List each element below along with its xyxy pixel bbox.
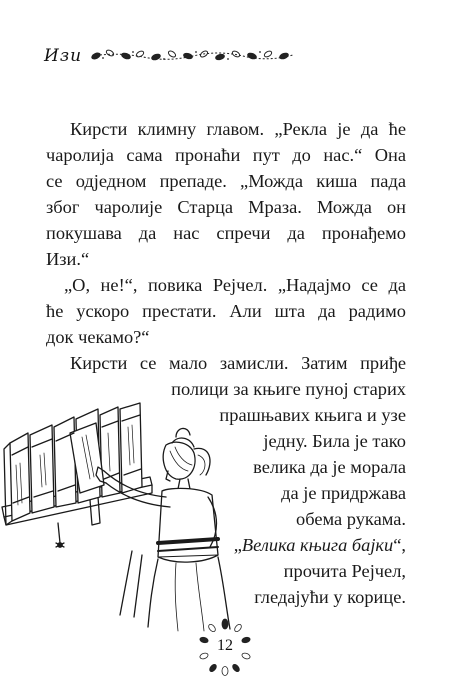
text-line: полици за књиге пуној старих: [171, 379, 406, 399]
text-line: се одједном препаде. „Можда киша пада: [46, 171, 406, 191]
text-line: једну. Била је тако: [263, 431, 406, 451]
text-line: Кирсти се мало замисли. Затим приђе: [70, 353, 406, 373]
quote-open: „: [233, 535, 242, 555]
text-line: покушава да нас спречи да пронађемо: [46, 223, 406, 243]
text-line: прочита Рејчел,: [283, 561, 406, 581]
girl-at-bookshelf-illustration: [0, 375, 260, 635]
book-title: Велика књига бајки: [241, 535, 394, 555]
running-head-title: Изи: [44, 46, 83, 66]
text-line: обема рукама.: [296, 509, 406, 529]
text-line: због чаролије Старца Мраза. Можда он: [46, 197, 406, 217]
page-number: 12: [217, 637, 233, 654]
quote-close: “,: [393, 535, 406, 555]
text-line: да је придржава: [281, 483, 406, 503]
text-line: чаролија сама пронаћи пут до нас.“ Она: [46, 145, 406, 165]
text-line: прашњавих књига и узе: [219, 405, 406, 425]
text-line: Изи.“: [46, 249, 90, 269]
page-number-ornament: [196, 618, 254, 676]
text-line: „О, не!“, повика Рејчел. „Надајмо се да: [64, 275, 406, 295]
text-line: велика да је морала: [253, 457, 406, 477]
text-line: гледајући у корице.: [254, 587, 406, 607]
text-line: ће ускоро престати. Али шта да радимо: [46, 301, 406, 321]
text-line: док чекамо?“: [46, 327, 150, 347]
text-line: Кирсти климну главом. „Рекла је да ће: [70, 119, 406, 139]
